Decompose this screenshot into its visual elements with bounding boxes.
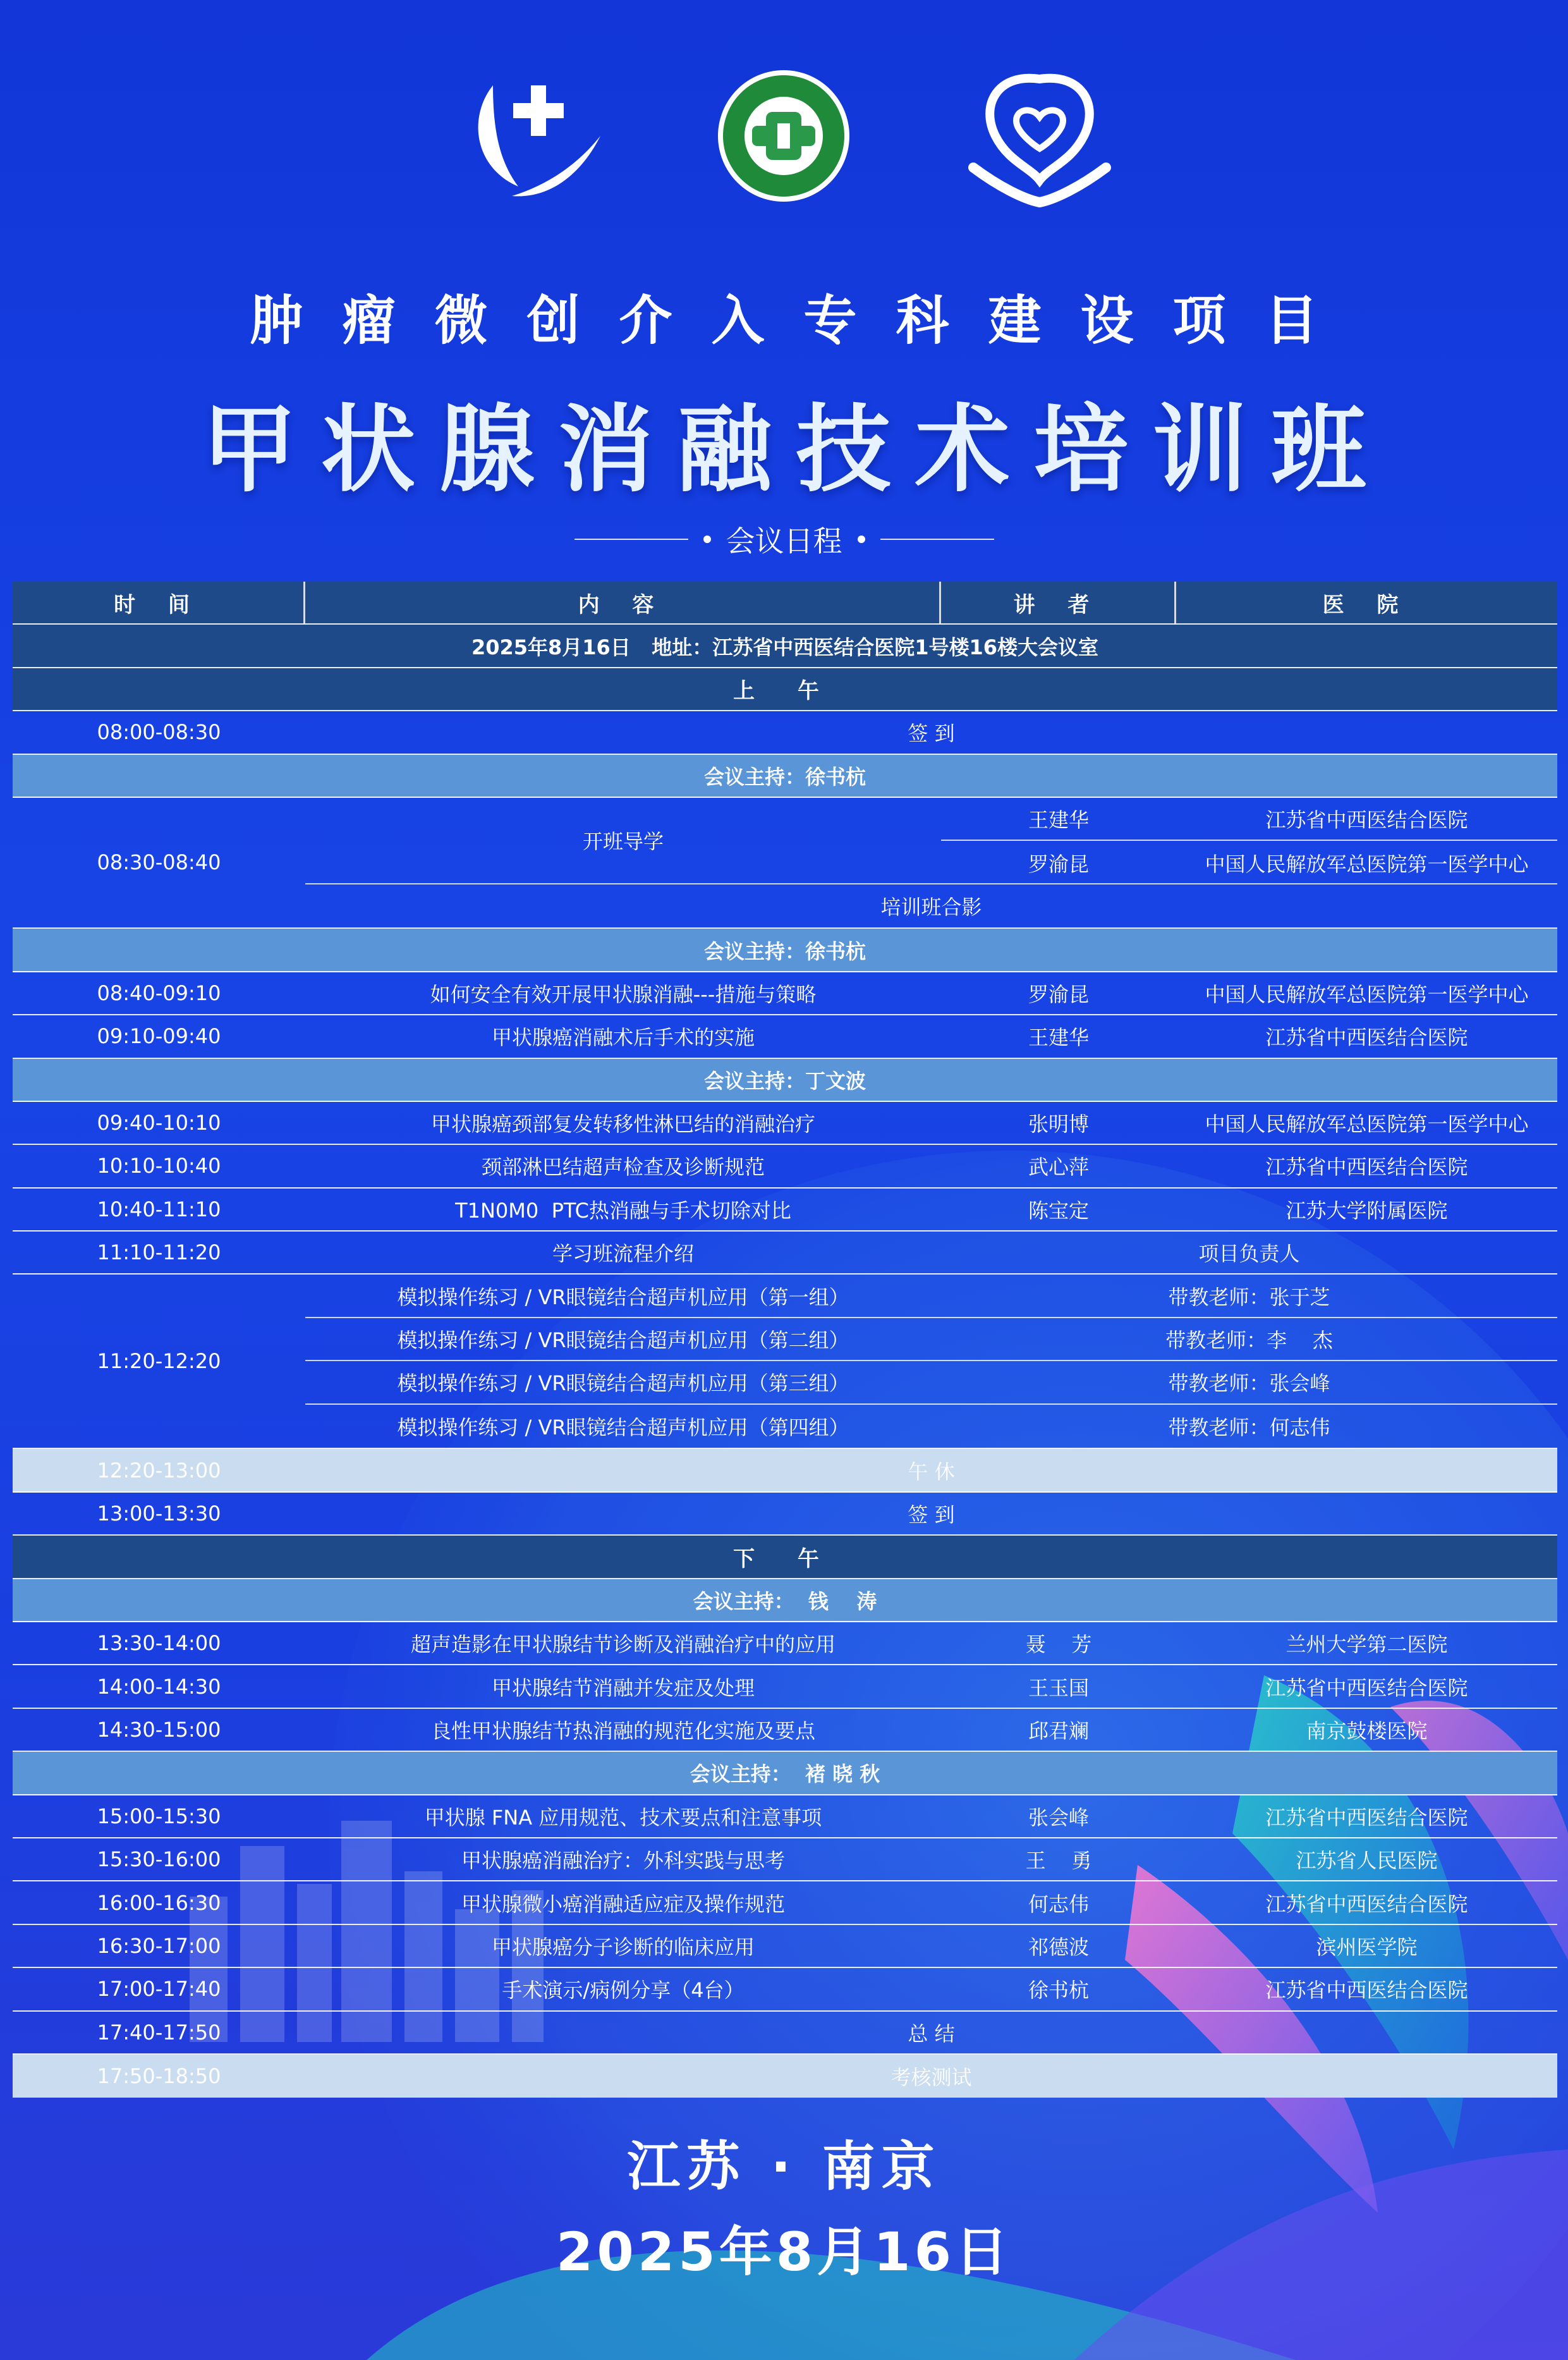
table-row bbox=[305, 1405, 1557, 1448]
content-cell: 甲状腺癌消融术后手术的实施 bbox=[491, 1025, 755, 1050]
content-cell: 甲状腺癌颈部复发转移性淋巴结的消融治疗 bbox=[430, 1112, 815, 1137]
speaker-cell: 项目负责人 bbox=[1198, 1242, 1300, 1266]
content-cell: 甲状腺 FNA 应用规范、技术要点和注意事项 bbox=[424, 1805, 822, 1830]
table-row bbox=[305, 1275, 1557, 1318]
footer-location: 江苏 · 南京 bbox=[627, 2136, 941, 2198]
summary-cell: 总 结 bbox=[908, 2021, 955, 2046]
column-header-speaker: 讲 者 bbox=[941, 582, 1176, 623]
schedule-table bbox=[13, 582, 1557, 2098]
date-address-row bbox=[13, 625, 1557, 668]
signin-cell: 签 到 bbox=[908, 1503, 955, 1527]
table-row bbox=[941, 798, 1557, 841]
opening-group bbox=[13, 798, 1557, 929]
speaker-cell: 聂 芳 bbox=[1025, 1632, 1092, 1657]
hospital-cell: 江苏省中西医结合医院 bbox=[1265, 1155, 1468, 1180]
hospital-seal-logo bbox=[714, 60, 853, 212]
teacher-cell: 带教老师：张于芝 bbox=[1168, 1285, 1330, 1309]
time-cell: 13:30-14:00 bbox=[97, 1631, 221, 1656]
hospital-cell: 中国人民解放军总医院第一医学中心 bbox=[1205, 852, 1529, 876]
teacher-cell: 带教老师：张会峰 bbox=[1168, 1371, 1330, 1396]
content-cell: 学习班流程介绍 bbox=[552, 1242, 694, 1266]
leaf-medical-cross-logo bbox=[455, 60, 607, 212]
speaker-cell: 王 勇 bbox=[1025, 1849, 1092, 1873]
exam-cell: 考核测试 bbox=[890, 2065, 972, 2090]
content-cell: 模拟操作练习 / VR眼镜结合超声机应用（第四组） bbox=[397, 1415, 849, 1440]
divider-line-left bbox=[574, 539, 688, 540]
host-row bbox=[13, 1579, 1557, 1622]
column-header-content: 内 容 bbox=[305, 582, 941, 623]
page-title: 甲状腺消融技术培训班 bbox=[202, 395, 1390, 505]
content-cell: 甲状腺癌消融治疗：外科实践与思考 bbox=[461, 1849, 785, 1873]
time-cell: 14:30-15:00 bbox=[97, 1718, 221, 1742]
time-cell: 17:00-17:40 bbox=[97, 1977, 221, 2002]
host-label: 会议主持：丁文波 bbox=[703, 1068, 866, 1093]
time-cell: 16:30-17:00 bbox=[97, 1933, 221, 1958]
host-label: 会议主持：徐书杭 bbox=[703, 939, 866, 963]
content-cell: 开班导学 bbox=[582, 829, 664, 854]
table-row bbox=[13, 1795, 1557, 1838]
time-cell: 11:10-11:20 bbox=[97, 1240, 221, 1265]
speaker-cell: 王建华 bbox=[1028, 808, 1089, 833]
content-cell: T1N0M0 PTC热消融与手术切除对比 bbox=[455, 1198, 791, 1223]
content-cell: 良性甲状腺结节热消融的规范化实施及要点 bbox=[430, 1719, 815, 1743]
divider-line-right bbox=[880, 539, 994, 540]
content-cell: 甲状腺癌分子诊断的临床应用 bbox=[491, 1935, 755, 1959]
hospital-cell: 兰州大学第二医院 bbox=[1285, 1632, 1448, 1657]
hospital-cell: 江苏省中西医结合医院 bbox=[1265, 1978, 1468, 2003]
lunch-cell: 午 休 bbox=[908, 1459, 955, 1484]
bullet-dot-icon bbox=[703, 535, 711, 543]
content-cell: 超声造影在甲状腺结节诊断及消融治疗中的应用 bbox=[410, 1632, 836, 1657]
content-cell: 模拟操作练习 / VR眼镜结合超声机应用（第一组） bbox=[397, 1285, 849, 1309]
content-cell: 甲状腺微小癌消融适应症及操作规范 bbox=[461, 1892, 785, 1916]
table-row bbox=[13, 1015, 1557, 1058]
heart-stethoscope-hands-logo bbox=[961, 60, 1119, 212]
table-row bbox=[13, 1493, 1557, 1536]
signin-cell: 签 到 bbox=[908, 721, 955, 746]
hospital-cell: 江苏省人民医院 bbox=[1296, 1849, 1438, 1873]
column-header-hospital: 医 院 bbox=[1322, 592, 1411, 618]
hospital-cell: 滨州医学院 bbox=[1316, 1935, 1418, 1959]
time-cell: 16:00-16:30 bbox=[97, 1890, 221, 1915]
time-cell: 09:40-10:10 bbox=[97, 1111, 221, 1135]
practice-group bbox=[13, 1275, 1557, 1449]
section-label bbox=[0, 518, 1568, 560]
content-cell: 手术演示/病例分享（4台） bbox=[502, 1978, 744, 2003]
heart-hands-icon bbox=[961, 60, 1119, 212]
time-cell: 10:10-10:40 bbox=[97, 1154, 221, 1178]
speaker-cell: 陈宝定 bbox=[1028, 1198, 1089, 1223]
host-label: 会议主持： 钱 涛 bbox=[693, 1589, 877, 1613]
host-row bbox=[13, 755, 1557, 798]
speaker-cell: 王建华 bbox=[1028, 1025, 1089, 1050]
leaf-cross-icon bbox=[455, 60, 607, 212]
time-cell: 13:00-13:30 bbox=[97, 1501, 221, 1526]
time-cell: 08:30-08:40 bbox=[97, 850, 221, 875]
content-cell: 如何安全有效开展甲状腺消融---措施与策略 bbox=[430, 982, 817, 1006]
table-row bbox=[13, 711, 1557, 754]
content-cell: 模拟操作练习 / VR眼镜结合超声机应用（第三组） bbox=[397, 1371, 849, 1396]
hospital-cell: 南京鼓楼医院 bbox=[1306, 1719, 1428, 1743]
speaker-cell: 武心萍 bbox=[1028, 1155, 1089, 1180]
hospital-seal-icon bbox=[714, 60, 853, 212]
content-cell: 模拟操作练习 / VR眼镜结合超声机应用（第二组） bbox=[397, 1328, 849, 1353]
hospital-cell: 江苏大学附属医院 bbox=[1285, 1198, 1448, 1223]
hospital-cell: 江苏省中西医结合医院 bbox=[1265, 1892, 1468, 1916]
morning-label: 上 午 bbox=[733, 678, 837, 704]
time-cell: 15:00-15:30 bbox=[97, 1804, 221, 1828]
time-cell: 17:40-17:50 bbox=[97, 2020, 221, 2045]
hospital-cell: 江苏省中西医结合医院 bbox=[1265, 808, 1468, 833]
table-row bbox=[305, 1361, 1557, 1404]
project-subtitle: 肿瘤微创介入专科建设项目 bbox=[250, 290, 1358, 352]
time-cell: 09:10-09:40 bbox=[97, 1024, 221, 1049]
host-row bbox=[13, 1059, 1557, 1102]
speaker-cell: 罗渝昆 bbox=[1028, 982, 1089, 1006]
hospital-cell: 江苏省中西医结合医院 bbox=[1265, 1675, 1468, 1700]
host-row bbox=[13, 929, 1557, 972]
table-row bbox=[13, 1232, 1557, 1275]
table-header bbox=[13, 582, 1557, 625]
time-cell: 08:00-08:30 bbox=[97, 720, 221, 745]
teacher-cell: 带教老师：何志伟 bbox=[1168, 1415, 1330, 1440]
table-row bbox=[305, 1318, 1557, 1361]
speaker-cell: 罗渝昆 bbox=[1028, 852, 1089, 876]
content-cell: 甲状腺结节消融并发症及处理 bbox=[491, 1675, 755, 1700]
content-cell: 颈部淋巴结超声检查及诊断规范 bbox=[481, 1155, 765, 1180]
afternoon-label: 下 午 bbox=[733, 1546, 837, 1572]
table-row bbox=[13, 1622, 1557, 1665]
table-row bbox=[13, 1189, 1557, 1232]
bullet-dot-icon bbox=[858, 535, 865, 543]
speaker-cell: 张明博 bbox=[1028, 1112, 1089, 1137]
host-row bbox=[13, 1752, 1557, 1795]
table-row bbox=[13, 972, 1557, 1015]
afternoon-row bbox=[13, 1536, 1557, 1579]
host-label: 会议主持：徐书杭 bbox=[703, 764, 866, 789]
time-cell: 14:00-14:30 bbox=[97, 1674, 221, 1699]
exam-row bbox=[13, 2055, 1557, 2098]
table-row bbox=[13, 2012, 1557, 2055]
table-row bbox=[13, 1709, 1557, 1752]
time-cell: 15:30-16:00 bbox=[97, 1847, 221, 1872]
speaker-cell: 祁德波 bbox=[1028, 1935, 1089, 1959]
time-cell: 12:20-13:00 bbox=[97, 1458, 221, 1483]
group-photo-cell: 培训班合影 bbox=[880, 895, 982, 920]
speaker-cell: 王玉国 bbox=[1028, 1675, 1089, 1700]
speaker-cell: 邱君斓 bbox=[1028, 1719, 1089, 1743]
table-row bbox=[13, 1925, 1557, 1968]
lunch-row bbox=[13, 1449, 1557, 1492]
teacher-cell: 带教老师：李 杰 bbox=[1165, 1328, 1333, 1353]
speaker-cell: 何志伟 bbox=[1028, 1892, 1089, 1916]
time-cell: 08:40-09:10 bbox=[97, 981, 221, 1005]
table-row bbox=[941, 841, 1557, 884]
host-label: 会议主持： 褚 晓 秋 bbox=[690, 1762, 880, 1787]
morning-row bbox=[13, 668, 1557, 711]
time-cell: 11:20-12:20 bbox=[97, 1349, 221, 1374]
table-row bbox=[13, 1102, 1557, 1145]
speaker-cell: 徐书杭 bbox=[1028, 1978, 1089, 2003]
table-row bbox=[13, 1838, 1557, 1881]
section-label-text: 会议日程 bbox=[726, 524, 842, 558]
hospital-cell: 中国人民解放军总医院第一医学中心 bbox=[1205, 982, 1529, 1006]
time-cell: 17:50-18:50 bbox=[97, 2064, 221, 2089]
table-row bbox=[13, 1145, 1557, 1188]
table-row bbox=[13, 1665, 1557, 1708]
speaker-cell: 张会峰 bbox=[1028, 1805, 1089, 1830]
time-cell: 10:40-11:10 bbox=[97, 1197, 221, 1221]
column-header-time: 时 间 bbox=[13, 582, 305, 623]
hospital-cell: 江苏省中西医结合医院 bbox=[1265, 1025, 1468, 1050]
table-row bbox=[13, 1881, 1557, 1924]
date-address-text: 2025年8月16日 地址：江苏省中西医结合医院1号楼16楼大会议室 bbox=[471, 635, 1099, 659]
table-row bbox=[305, 884, 1557, 927]
hospital-cell: 江苏省中西医结合医院 bbox=[1265, 1805, 1468, 1830]
footer-date: 2025年8月16日 bbox=[556, 2221, 1012, 2283]
hospital-cell: 中国人民解放军总医院第一医学中心 bbox=[1205, 1112, 1529, 1137]
table-row bbox=[13, 1968, 1557, 2011]
